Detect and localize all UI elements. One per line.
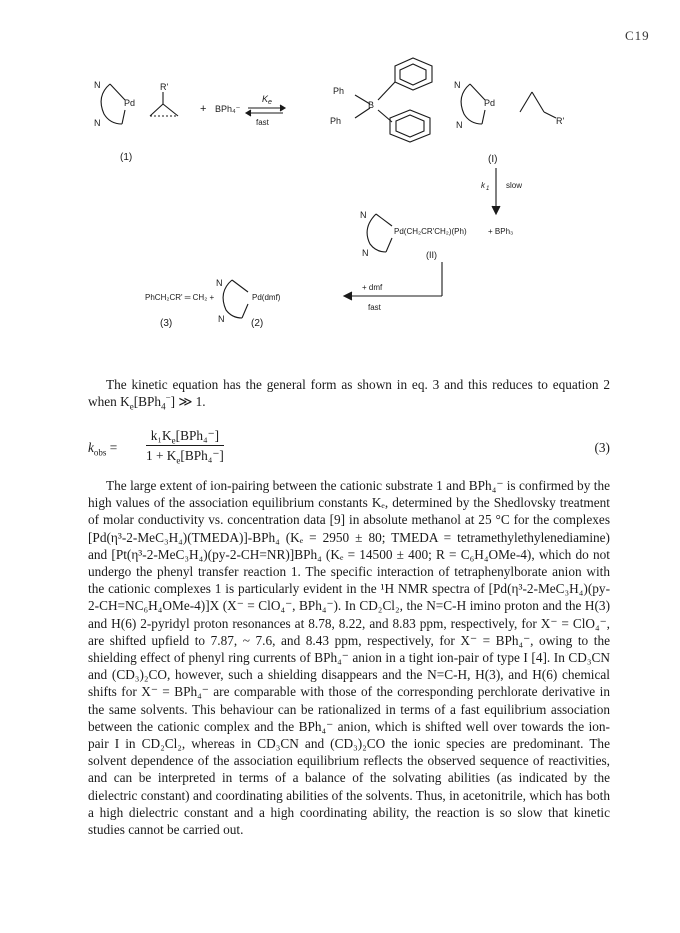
pd-label-1: Pd (124, 98, 136, 108)
compound-2-structure (223, 280, 248, 318)
n-label-1: N (94, 80, 101, 90)
complex-II-label: Pd(CH₂CR'CH₂)(Ph) (394, 227, 467, 236)
tetraphenylborate-rings (355, 58, 432, 142)
n-label-II: N (360, 210, 367, 220)
intro-text: The kinetic equation has the general form as shown in eq. 3 and this reduces to equation 2 when K (88, 377, 610, 410)
pd-label-I: Pd (484, 98, 496, 108)
label-I-top: (I) (488, 154, 498, 165)
bph4-label: BPh₄⁻ (215, 104, 241, 114)
intro-paragraph (88, 376, 610, 410)
ph-label-b: Ph (330, 116, 342, 126)
eq-denominator: $1 + K_e[BPh_4^-]$ (146, 448, 224, 466)
ke-label: K (262, 94, 269, 104)
eq-number: (3) (594, 440, 610, 455)
intro-tail2: ] ≫ 1. (170, 394, 206, 410)
k1-label: k (481, 181, 485, 190)
r-prime-I: R' (556, 116, 565, 126)
reaction-scheme (0, 0, 680, 370)
eq-numerator: $k_1K_e[BPh_4^-]$ (146, 427, 224, 446)
bph3-label: + BPh₃ (488, 227, 514, 236)
slow-label: slow (506, 181, 523, 190)
ke-sub: e (268, 99, 272, 106)
intro-tail: [BPh (133, 394, 162, 410)
bph4-sub: 4 (161, 401, 166, 412)
pd-dmf-label: Pd(dmf) (252, 293, 281, 302)
n-label-I: N (454, 80, 461, 90)
r-prime-1: R' (160, 82, 169, 92)
ke-subscript: e (129, 401, 134, 412)
plus-1: + (200, 103, 207, 115)
n-label-IIb: N (362, 248, 369, 258)
bph4-sup: − (165, 392, 171, 403)
label-1: (1) (120, 152, 133, 163)
label-3: (3) (160, 318, 173, 329)
n-label-1b: N (94, 118, 101, 128)
label-2: (2) (251, 318, 264, 329)
n-label-2: N (216, 278, 223, 288)
dmf-label: + dmf (362, 283, 383, 292)
n-label-Ib: N (456, 120, 463, 130)
paragraph-2: The large extent of ion-pairing between the cationic substrate 1 and BPh₄⁻ is confirmed by the high values of the association equilibrium constants Kₑ, determined by the Shedlovsky treatment of molar conductivity vs. concentration data [9] in absolute methanol at 25 °C for the complexes [Pd(η³-2-MeC₃H₄)(TMEDA)]-BPh₄ (Kₑ = 2950 ± 80; TMEDA = tetramethylethylenediamine) and [Pt(η³-2-MeC₃H₄)(py-2-CH=NR)]BPh₄ (Kₑ = 14500 ± 400; R = C₆H₄OMe-4), which do not undergo the phenyl transfer reaction 1. The specific interaction of tetraphenylborate anion with the cationic complexes 1 is particularly evident in the ¹H NMR spectra of [Pd(η³-2-MeC₃H₄)(py-2-CH=NC₆H₄OMe-4)]X (X⁻ = ClO₄⁻, BPh₄⁻). In CD₂Cl₂, the N=C-H imino proton and the H(3) and H(6) 2-pyridyl proton resonances at 8.78, 8.22, and 8.83 ppm, respectively, for X⁻ = ClO₄⁻, are shifted upfield to 7.87, ~ 7.6, and 8.43 ppm, respectively, for X⁻ = BPh₄⁻, owing to the shielding effect of phenyl ring currents of BPh₄⁻ anion in a tight ion-pair of type I [4]. In CD₃CN and (CD₃)₂CO, however, such a shielding disappears and the N=C-H, H(3), and H(6) chemical shifts for X⁻ = BPh₄⁻ are comparable with those of the corresponding perchlorate derivative in the same solvents. This behaviour can be rationalized in terms of a fast equilibrium association between the cationic complex and the BPh₄⁻ anion, which is shifted well over towards the ion-pair I in CD₂Cl₂, whereas in CD₃CN and (CD₃)₂CO the ionic species are predominant. The solvent dependence of the association equilibrium reflects the observed sequence of reactivities, and can be interpreted in terms of a balance of the solvating abilities (as indicated by the dielectric constant) and coordinating abilities of the solvents. Thus, in acetonitrile, which has both a high dielectric constant and a high coordinating ability, the reaction is so slow that kinetic studies cannot be carried out. (88, 478, 610, 838)
page-number: C19 (625, 28, 650, 43)
compound-I-structure (461, 84, 556, 124)
eq-lhs: $k_{obs}$ = (88, 440, 118, 458)
fast2-label: fast (368, 303, 381, 312)
b-label: B (368, 100, 375, 110)
ph-label-a: Ph (333, 86, 345, 96)
label-II: (II) (426, 250, 437, 260)
compound-II-structure (367, 214, 392, 252)
main-paragraph (88, 477, 610, 838)
eq-fraction (146, 427, 224, 466)
product-3-label: PhCH₂CR' ═ CH₂ + (145, 293, 215, 302)
n-label-2b: N (218, 314, 225, 324)
k1-sub: 1 (486, 186, 490, 192)
fast-label: fast (256, 118, 269, 127)
equation-3 (88, 427, 610, 469)
